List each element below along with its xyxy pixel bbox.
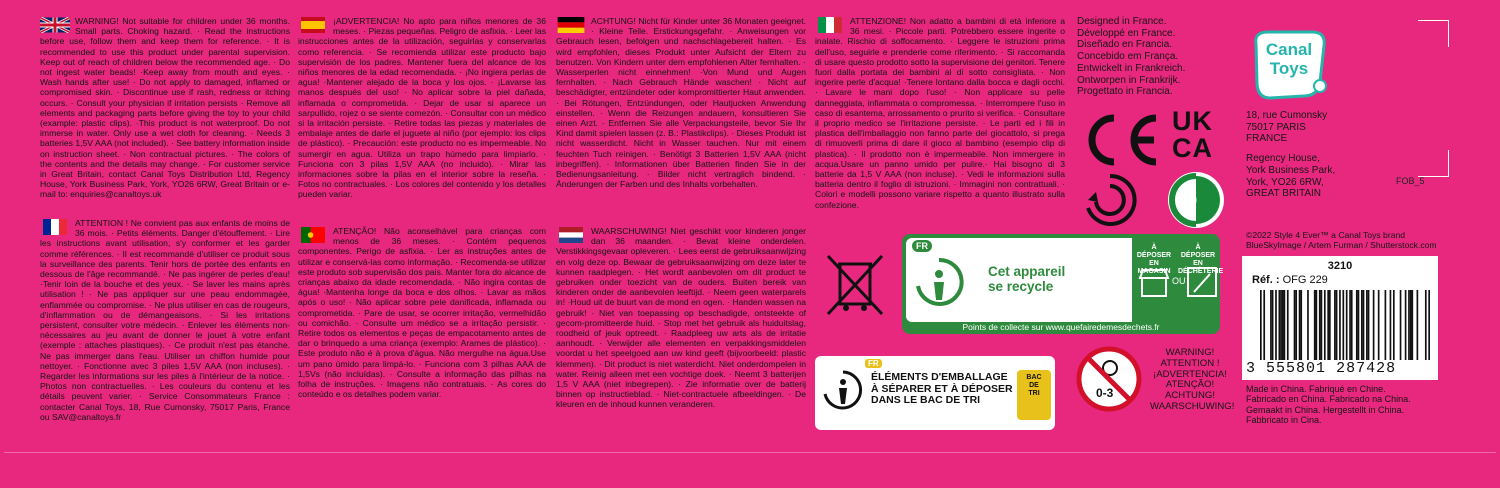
warning-de: ACHTUNG! Nicht für Kinder unter 36 Monaten geeignet. · Kleine Teile. Erstickungsgefahr. · Anweisungen vor Gebrauch lesen, befolgen und nachschlagebereit halten. · Es wird empfohlen, dieses Produkt unter Aufsicht der Eltern zu benutzen. Von Kindern unter dem empfohlenen Alter fernhalten. · Wasserperlen nicht einnehmen! ·Von Mund und Augen fernhalten. · Nach Gebrauch Hände waschen! · Nicht auf beschädigter, entzündeter oder kompromittierter Haut anwenden. · Bei Rötungen, Entzündungen, oder Hautjucken Anwendung einstellen. · Wenn die Reizungen andauern, konsultieren Sie einen Arzt. · Entfernen Sie alle Verpackungsteile, bevor Sie Ihr Kind damit spielen lassen (z. B.: Plastikclips). · Dieses Produkt ist nicht wasserdicht. Nicht in Wasser tauchen. Nur mit einem feuchten Tuch reinigen. · Benötigt 3 Batterien 1,5V AAA (nicht inbegriffen). · Informationen über Batterien finden Sie in der Bedienungsanleitung. · Bilder nicht vertraglich bindend. · Änderungen der Farben und des Inhalts vorbehalten. — [556, 16, 806, 190]
green-dot-logo — [1166, 170, 1226, 230]
barcode-bar — [1299, 290, 1301, 360]
warning-it: ATTENZIONE! Non adatto a bambini di età inferiore a 36 mesi. · Piccole parti. Potrebbero essere ingerite o inalate. Rischio di soffocamento. · Leggere le istruzioni prima dell'uso, seguirle e prenderle come riferimento. · Si raccomanda di usare questo prodotto sotto la supervisione dei genitori. Tenere fuori dalla portata dei bambini al di sotto consigliata. · Non ingerire perle d'acqua! ·Tenere lontano dalla bocca e dagli occhi. · Lavare le mani dopo l'uso! · Non applicare su pelle danneggiata, infiammata o compromessa. · Interrompere l'uso in caso di esantema, arrossamento o prurito si verifica. · Consultare il proprio medico se l'irritazione persiste. · Le parti ed i fili in plastica dell'imballaggio non fanno parte del giocattolo, si prega di rimuoverli prima di dare il gioco al bambino (esempio clip di plastica). · Il prodotto non è impermeabile. Non immergere in acqua.Usare un panno umido per pulire.· Hai bisogno di 3 batterie da 1,5 V AAA (non incluse). · Vedi le informazioni sulla batteria dentro il foglio di istruzioni. · Immagini non contrattuali. · Colori e modelli possono variare rispetto a quanto illustrato sulla confezione. — [815, 16, 1065, 210]
triman-info-box: FR Cet appareil se recycle À DÉPOSER EN MAGASIN À DÉPOSER EN DÉCHÈTERIE OU Points de collecte sur www.quefairedemesdechets.fr — [902, 234, 1220, 334]
barcode-bar — [1314, 290, 1316, 360]
address: 18, rue Cumonsky 75017 PARIS FRANCE Regency House, York Business Park, York, YO26 6RW, GREAT BRITAIN — [1246, 110, 1336, 200]
barcode-bar — [1282, 290, 1284, 360]
barcode-bar — [1408, 290, 1410, 360]
barcode-bar — [1272, 290, 1274, 360]
france-flag-icon — [40, 219, 70, 235]
netherlands-flag-icon — [556, 227, 586, 243]
crop-mark — [1418, 20, 1449, 47]
barcode-bar — [1300, 290, 1302, 360]
italy-flag-icon — [815, 17, 845, 33]
barcode-number: 3 555801 287428 — [1246, 360, 1397, 377]
barcode-bar — [1329, 290, 1331, 360]
copyright: ©2022 Style 4 Ever™ a Canal Toys brand BlueSkyImage / Artem Furman / Shutterstock.com — [1246, 230, 1437, 250]
fold-line — [4, 452, 1496, 483]
packaging-info-box: FR ÉLÉMENTS D'EMBALLAGE À SÉPARER ET À DÉPOSER DANS LE BAC DE TRI BAC DE TRI — [815, 356, 1055, 430]
barcode-bar — [1284, 290, 1286, 360]
no-under-3-icon — [1076, 346, 1142, 412]
barcode-bar — [1275, 290, 1277, 360]
portugal-flag-icon — [298, 227, 328, 243]
barcode-bar — [1295, 290, 1297, 360]
sort-bin-icon: BAC DE TRI — [1017, 370, 1051, 420]
uk-flag-icon — [40, 17, 70, 33]
barcode-bar — [1358, 290, 1360, 360]
barcode-bar — [1316, 290, 1318, 360]
barcode-bar — [1319, 290, 1321, 360]
crossed-bin-icon — [820, 250, 890, 320]
barcode-bar — [1287, 290, 1289, 360]
barcode-bar — [1324, 290, 1326, 360]
barcode-bar — [1417, 290, 1419, 360]
warning-fr: ATTENTION ! Ne convient pas aux enfants de moins de 36 mois. · Petits éléments. Danger d'étouffement. · Lire les instructions avant utilisation, s'y conformer et les garder comme références. · Il est recommandé d'utiliser ce produit sous la surveillance des parents. Tenir hors de portée des enfants en dessous de l'âge recommandé. · Ne pas ingérer de perles d'eau! ·Tenir loin de la bouche et des yeux. · Se laver les mains après utilisation ! · Ne pas appliquer sur une peau endommagée, enflammée ou compromise. · Ne plus utiliser en cas de rougeurs, d'inflammation ou de démangeaisons. · Si les irritations persistent, consulter votre médecin. · Enlever les éléments non-nécessaires au jeu avant de donner le jouet à votre enfant (exemple : attaches plastiques). · Ce produit n'est pas étanche. Ne pas immerger dans l'eau. Utiliser un chiffon humide pour nettoyer. · Fonctionne avec 3 piles 1,5V AAA (non incluses). · Regarder les informations sur les piles à l'intérieur de la notice. · Photos non contractuelles. · Les couleurs du contenu et les détails peuvent varier. · Service Consommateurs France : contacter Canal Toys, 18, Rue Cumonsky, 75017 Paris, France ou SAV@canaltoys.fr — [40, 218, 290, 422]
barcode-bar — [1321, 290, 1323, 360]
barcode-bar — [1385, 290, 1387, 360]
triman-icon — [1082, 172, 1138, 228]
barcode-bar — [1361, 290, 1363, 360]
spain-flag-icon — [298, 17, 328, 33]
packaging-text: ÉLÉMENTS D'EMBALLAGE — [871, 371, 1008, 383]
barcode-bar — [1279, 290, 1281, 360]
barcode-bar — [1334, 290, 1336, 360]
barcode-bar — [1390, 290, 1392, 360]
barcode-bar — [1336, 290, 1338, 360]
canal-toys-logo: Canal Toys — [1246, 22, 1332, 108]
fr-badge: FR — [912, 240, 932, 252]
barcode-bar — [1373, 290, 1375, 360]
age-warning-text: WARNING! ATTENTION ! ¡ADVERTENCIA! ATENÇÃO! ACHTUNG! WAARSCHUWING! — [1150, 347, 1235, 412]
barcode-bar — [1349, 290, 1351, 360]
barcode-icon — [1260, 290, 1430, 362]
germany-flag-icon — [556, 17, 586, 33]
barcode-bar — [1366, 290, 1368, 360]
store-label: À DÉPOSER — [1136, 244, 1172, 259]
green-dot-icon — [1166, 170, 1226, 230]
warning-en: WARNING! Not suitable for children under 36 months. Small parts. Choking hazard. · Read the instructions before use, follow them and keep them for reference. · It is recommended to use this product under parental supervision. Keep out of reach of children below the recommended age. · Do not ingest water beads! ·Keep away from mouth and eyes. · Wash hands after use! · Do not apply to damaged, inflamed or compromised skin. · Discontinue use if rash, redness or itching occurs. · Consult your physician if irritation persists · Remove all elements and packaging parts before giving the toy to your child (example: plastic clips). ·This product is not waterproof. Do not immerse in water. Only use a wet cloth for cleaning. · Needs 3 batteries 1,5V AAA (not included). · See battery information inside on instruction sheet. · Non contractual pictures. · The colors of the contents and the details may change. · For customer service in Great Britain, contact Canal Toys Distribution Ltd, Regency House, York Business Park, York, YO26 6RW, Great Britain or e-mail to: enquiries@canaltoys.uk — [40, 16, 290, 200]
crop-mark — [1418, 150, 1449, 177]
barcode-bar — [1428, 290, 1430, 360]
barcode-bar — [1307, 290, 1309, 360]
ce-mark — [1078, 110, 1162, 170]
barcode-bar — [1339, 290, 1341, 360]
store-icon — [1138, 268, 1170, 298]
reference: Réf. : OFG 229 — [1252, 274, 1328, 286]
or-label: OU — [1172, 276, 1186, 286]
warning-es: ¡ADVERTENCIA! No apto para niños menores de 36 meses. · Piezas pequeñas. Peligro de asfixia. · Leer las instrucciones antes de la utilización, seguirlas y conservarlas como referencia. · Se recomienda utilizar este producto bajo supervisión de los padres. Mantener fuera del alcance de los niños menores de la edad recomendada. · ¡No ingiera perlas de agua! ·Mantener alejado de la boca y los ojos. · ¡Lavarse las manos después del uso! · No aplicar sobre la piel dañada, inflamada o comprometida. · Dejar de usar si aparece un sarpullido, rojez o se siente comezón. · Consultar con un médico si la irritación persiste. · Retire todas las piezas y materiales de embalaje antes de darle el juguete al niño (por ejemplo: los clips de plástico). · Precaución: este producto no es impermeable. No sumergir en agua. Utiliza un trapo húmedo para limpiarlo. · Funciona con 3 pilas 1,5V AAA (no incluido). · Mirar las informaciones sobre la pilas en el interior sobre la reseña. · Fotos no contractuales. · Los colores del contenido y los detalles pueden variar. — [298, 16, 546, 200]
recycle-title: Cet appareil — [988, 264, 1066, 279]
barcode-bar — [1378, 290, 1380, 360]
weee-bin — [820, 250, 890, 320]
barcode-bar — [1411, 290, 1413, 360]
barcode-bar — [1270, 290, 1272, 360]
barcode-bar — [1342, 290, 1344, 360]
triman-small-icon — [821, 368, 865, 418]
age-warning-symbol: 0-3 — [1076, 346, 1142, 412]
ukca-mark: UK CA — [1172, 106, 1213, 163]
recycling-url: Points de collecte sur www.quefairedemesdechets.fr — [962, 322, 1160, 332]
barcode-bar — [1356, 290, 1358, 360]
barcode-bar — [1346, 290, 1348, 360]
barcode-bar — [1294, 290, 1296, 360]
fob-code: FOB_5 — [1396, 176, 1425, 186]
dump-label: À DÉPOSER — [1180, 244, 1216, 259]
made-in-china: Made in China. Fabriqué en Chine. Fabricado en China. Fabricado na China. Gemaakt in China. Hergestellt in China. Fabbricato in Cina. — [1246, 384, 1411, 425]
barcode-bar — [1351, 290, 1353, 360]
barcode-bar — [1400, 290, 1402, 360]
barcode-bar — [1327, 290, 1329, 360]
warning-nl: WAARSCHUWING! Niet geschikt voor kinderen jonger dan 36 maanden. · Bevat kleine onderdelen. Verstikkingsgevaar opleveren. · Lees eerst de gebruiksaanwijzing en volg deze op. Bewaar de gebruiksaanwijzing om deze later te kunnen raadplegen. · Het wordt aanbevolen om dit product te gebruiken onder toezicht van de ouders. Buiten bereik van kinderen onder de aanbevolen leeftijd. · Neem geen waterparels in! ·Houd uit de buurt van de mond en ogen. · Handen wassen na gebruik! · Niet van toepassing op beschadigde, ontsteekte of gecom-promitteerde huid. · Stop met het gebruik als huiduitslag, roodheid of jeuk optreedt. · Raadpleeg uw arts als de irritatie aanhoudt. · Verwijder alle elementen en verpakkingsmiddelen voordat u het speelgoed aan uw kind geeft (bijvoorbeeld: plastic klemmen). · Dit product is niet waterdicht. Niet onderdompelen in water. Reinig alleen met een vochtige doek. · Neemt 3 batterijen 1,5 V AAA (niet inbegrepen). · Zie informatie over de batterij binnen op instructieblad. · Niet-contractuele afbeeldingen. · De kleuren en de inhoud kunnen veranderen. — [556, 226, 806, 410]
barcode-bar — [1280, 290, 1282, 360]
warning-pt: ATENÇÃO! Não aconselhável para crianças com menos de 36 meses. · Contém pequenos componentes. Perigo de asfixia. · Ler as instruções antes de utilizar e conservá-las como informação. · Recomenda-se utilizar este produto sob supervisão dos pais. Manter fora do alcance de crianças abaixo da idade recomendada. · Não ingira contas de água! ·Mantenha longe da boca e dos olhos. · Lavar as mãos após o uso! · Não aplicar sobre pele danificada, inflamada ou comprometida. · Pare de usar, se ocorrer irritação, vermelhidão ou comichão. · Consulte um médico se a irritação persistir. · Retire todos os elementos e peças de empacotamento antes de dar o brinquedo a uma criança (exemplo: Arames de plástico). · Este produto não é à prova d'água. Não mergulhe na água.Use um pano úmido para limpá-lo. · Funciona com 3 pilhas AAA de 1,5Vs (não incluídas). · Consulte a informação das pilhas na folha de instruções. · Imagens não contratuais. · As cores do conteúdo e os detalhes podem variar. — [298, 226, 546, 400]
barcode-bar — [1393, 290, 1395, 360]
barcode-panel — [1242, 256, 1438, 380]
designed-in-france: Designed in France. Développé en France. Diseñado en Francia. Concebido em França. Entwickelt in Frankreich. Ontworpen in Frankrijk. Progettato in Francia. — [1077, 16, 1186, 98]
barcode-bar — [1405, 290, 1407, 360]
dump-icon — [1186, 266, 1218, 298]
triman-person-icon — [914, 256, 964, 312]
barcode-bar — [1263, 290, 1265, 360]
barcode-bar — [1363, 290, 1365, 360]
ce-mark-icon — [1078, 110, 1162, 170]
barcode-bar — [1410, 290, 1412, 360]
barcode-bar — [1260, 290, 1262, 360]
barcode-bar — [1425, 290, 1427, 360]
triman-logo — [1082, 172, 1138, 228]
product-number: 3210 — [1327, 260, 1353, 272]
barcode-bar — [1368, 290, 1370, 360]
